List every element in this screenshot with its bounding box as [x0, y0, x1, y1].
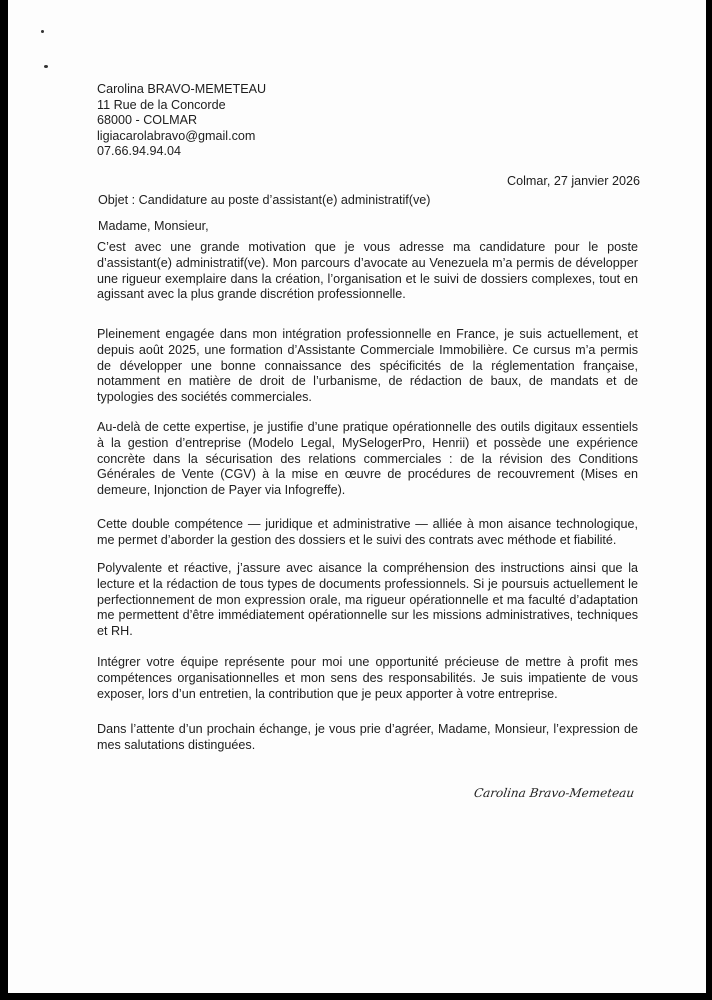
sender-name: Carolina BRAVO-MEMETEAU [97, 82, 267, 96]
signature: Carolina Bravo-Memeteau [472, 786, 635, 800]
sender-email: ligiacarolabravo@gmail.com [97, 128, 256, 143]
paragraph-motivation: C’est avec une grande motivation que je vous adresse ma candidature pour le poste d’assistant(e) administratif(ve). Mon parcours d’avocate au Venezuela m’a permis de développer une rigueur exemplaire dans la création, l’organisation et le suivi de dossiers complexes, tout en agissant avec la plus grande discrétion professionnelle. [97, 240, 638, 302]
paragraph-team: Intégrer votre équipe représente pour moi une opportunité précieuse de mettre à profit mes compétences organisationnelles et mon sens des responsabilités. Je suis impatiente de vous exposer, lors d’un entretien, la contribution que je peux apporter à votre entreprise. [97, 655, 638, 701]
paragraph-closing: Dans l’attente d’un prochain échange, je vous prie d’agréer, Madame, Monsieur, l’expression de mes salutations distinguées. [97, 722, 638, 752]
sender-city: 68000 - COLMAR [97, 113, 198, 128]
scan-speck [44, 65, 48, 68]
letter-date: Colmar, 27 janvier 2026 [506, 174, 640, 188]
letter-salutation: Madame, Monsieur, [98, 219, 209, 233]
paragraph-training: Pleinement engagée dans mon intégration professionnelle en France, je suis actuellement, et depuis août 2025, une formation d’Assistante Commerciale Immobilière. Ce cursus m’a permis de développer une bonne connaissance des spécificités de la réglementation française, notamment en matière de droit de l’urbanisme, de rédaction de baux, de mandats et de typologies des sociétés commerciales. [97, 327, 638, 405]
letter-page [8, 0, 706, 993]
sender-block [97, 82, 266, 160]
scan-speck [41, 30, 44, 33]
sender-phone: 07.66.94.94.04 [97, 144, 182, 159]
paragraph-versatility: Polyvalente et réactive, j’assure avec aisance la compréhension des instructions ainsi que la lecture et la rédaction de tous types de documents professionnels. Si je poursuis actuellement le perfectionnement de mon expression orale, ma rigueur opérationnelle et ma faculté d’adaptation me permettent d’être immédiatement opérationnelle sur les missions administratives, techniques et RH. [97, 561, 638, 639]
paragraph-expertise: Au-delà de cette expertise, je justifie d’une pratique opérationnelle des outils digitaux essentiels à la gestion d’entreprise (Modelo Legal, MySelogerPro, Henrii) et possède une expérience concrète dans la sécurisation des relations commerciales : de la révision des Conditions Générales de Vente (CGV) à la mise en œuvre de procédures de recouvrement (Mises en demeure, Injonction de Payer via Infogreffe). [97, 420, 638, 498]
letter-subject: Objet : Candidature au poste d’assistant(e) administratif(ve) [98, 193, 431, 207]
paragraph-double-competence: Cette double compétence — juridique et administrative — alliée à mon aisance technologique, me permet d’aborder la gestion des dossiers et le suivi des contrats avec méthode et fiabilité. [97, 517, 638, 547]
sender-street: 11 Rue de la Concorde [97, 97, 226, 112]
